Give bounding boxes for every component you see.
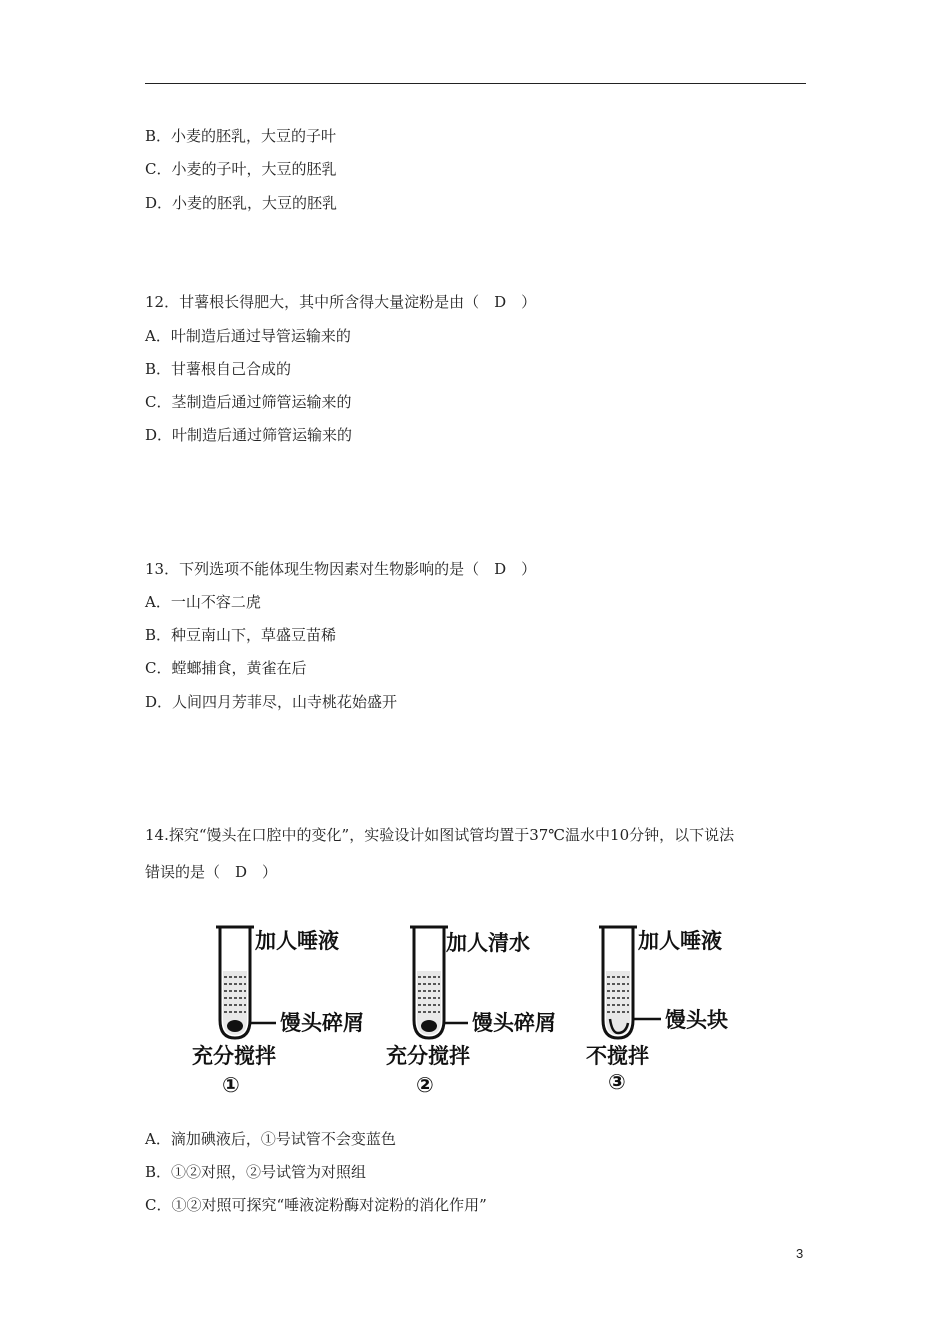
q14-option-b: B．①②对照，②号试管为对照组 (145, 1163, 367, 1181)
q14-stem-line1: 14.探究“馒头在口腔中的变化”，实验设计如图试管均置于37℃温水中10分钟，以下说法 (145, 826, 735, 844)
q12-option-c: C．茎制造后通过筛管运输来的 (145, 393, 352, 411)
tube-2-top-label: 加人清水 (446, 931, 530, 955)
q14-option-a: A．滴加碘液后，①号试管不会变蓝色 (145, 1130, 396, 1148)
test-tube-2 (386, 927, 556, 1097)
test-tube-3 (586, 927, 728, 1094)
tube-3-number: ③ (608, 1070, 626, 1094)
tube-2-bottom-label: 充分搅拌 (386, 1044, 470, 1068)
q14-option-c: C．①②对照可探究“唾液淀粉酶对淀粉的消化作用” (145, 1196, 487, 1214)
tube-1-number: ① (222, 1073, 240, 1097)
q11-option-c: C．小麦的子叶，大豆的胚乳 (145, 160, 337, 178)
test-tube-figure (150, 895, 730, 1110)
tube-3-bottom-label: 不搅拌 (586, 1044, 649, 1068)
q13-option-a: A．一山不容二虎 (145, 593, 261, 611)
q13-option-c: C．螳螂捕食，黄雀在后 (145, 659, 307, 677)
q12-stem: 12．甘薯根长得肥大，其中所含得大量淀粉是由（ D ） (145, 293, 537, 311)
header-rule (145, 83, 806, 84)
q12-option-a: A．叶制造后通过导管运输来的 (145, 327, 351, 345)
q13-stem: 13．下列选项不能体现生物因素对生物影响的是（ D ） (145, 560, 537, 578)
page-number: 3 (796, 1246, 804, 1261)
q11-option-b: B．小麦的胚乳，大豆的子叶 (145, 127, 337, 145)
q12-option-b: B．甘薯根自己合成的 (145, 360, 292, 378)
q13-option-d: D．人间四月芳菲尽，山寺桃花始盛开 (145, 693, 398, 711)
q13-option-b: B．种豆南山下，草盛豆苗稀 (145, 626, 337, 644)
tube-2-number: ② (416, 1073, 434, 1097)
q12-option-d: D．叶制造后通过筛管运输来的 (145, 426, 353, 444)
tube-3-top-label: 加人唾液 (638, 929, 722, 953)
tube-1-top-label: 加人唾液 (255, 929, 339, 953)
q14-stem-line2: 错误的是（ D ） (145, 863, 278, 881)
tube-1-bottom-label: 充分搅拌 (192, 1044, 276, 1068)
tube-2-side-label: 馒头碎屑 (472, 1011, 556, 1035)
test-tube-1 (192, 927, 364, 1097)
q11-option-d: D．小麦的胚乳，大豆的胚乳 (145, 194, 338, 212)
tube-1-side-label: 馒头碎屑 (280, 1011, 364, 1035)
tube-3-side-label: 馒头块 (665, 1008, 728, 1032)
